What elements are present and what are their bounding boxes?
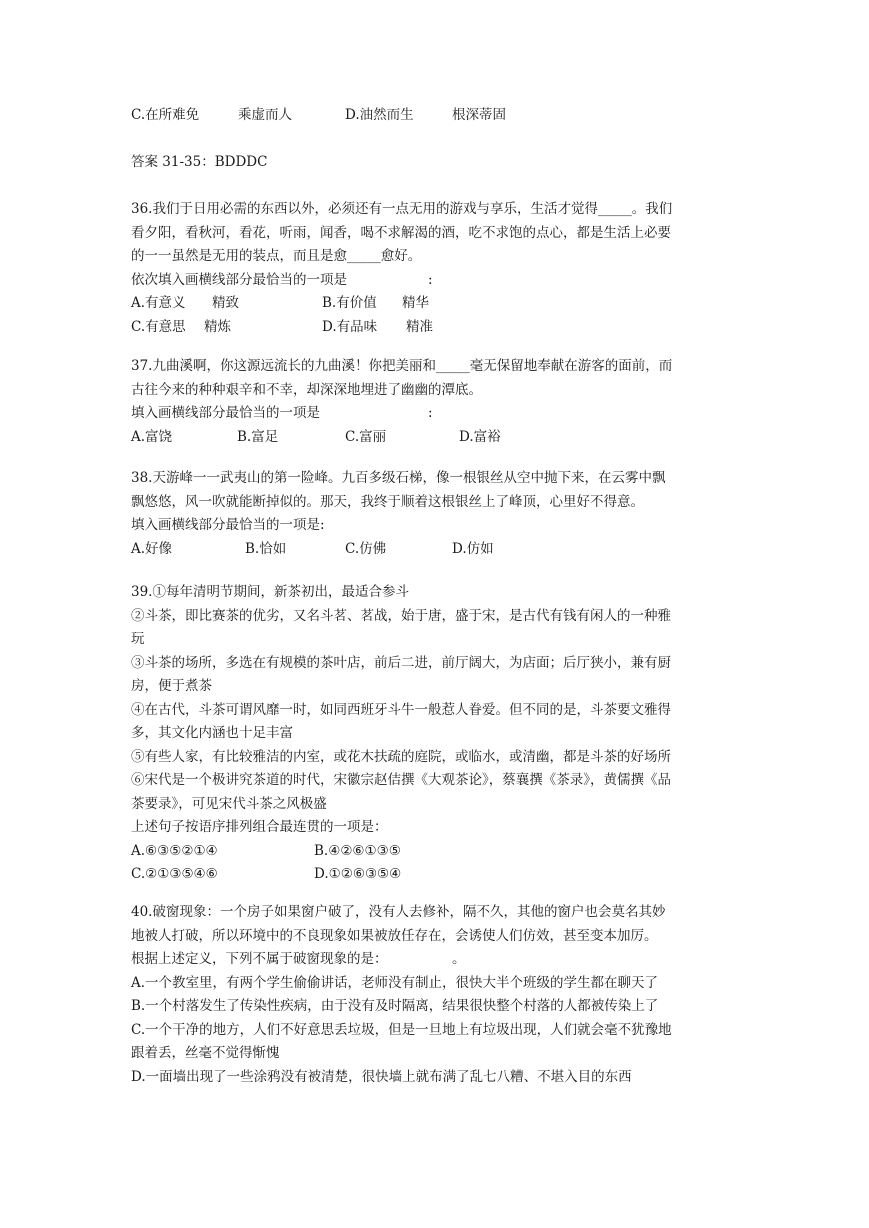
q39-line-7: 多，其文化内涵也十足丰富	[131, 725, 293, 741]
q38-prompt: 填入画横线部分最恰当的一项是:	[131, 517, 325, 533]
q40-prompt-end: 。	[452, 951, 466, 967]
question-38	[131, 467, 751, 561]
q39-line-3: 玩	[131, 631, 145, 647]
q35-option-row	[131, 104, 751, 128]
q37-prompt	[131, 402, 751, 426]
q36-options-row-1	[131, 292, 751, 316]
q40-line-2: 地被人打破，所以环境中的不良现象如果被放任存在，会诱使人们仿效，甚至变本加厉。	[131, 927, 658, 944]
q35-option-c: C.在所难免	[131, 107, 200, 123]
q37-prompt-text: 填入画横线部分最恰当的一项是	[131, 405, 320, 421]
q39-line-6: ④在古代，斗茶可谓风靡一时，如同西班牙斗牛一般惹人眷爱。但不同的是，斗茶要文雅得	[131, 701, 671, 718]
q39-line-11: 上述句子按语序排列组合最连贯的一项是：	[131, 819, 388, 835]
q35-option-d: D.油然而生	[345, 107, 414, 123]
q38-options	[131, 538, 751, 562]
q38-line-1: 38.天游峰一一武夷山的第一险峰。九百多级石梯，像一根银丝从空中抛下来，在云雾中飘	[131, 470, 666, 486]
q40-option-c-continued: 跟着丢，丝毫不觉得惭愧	[131, 1045, 280, 1061]
q36-line-2: 看夕阳，看秋河，看花，听雨，闻香，喝不求解渴的酒，吃不求饱的点心，都是生活上必要	[131, 224, 671, 241]
q38-option-d: D.仿如	[452, 540, 494, 557]
answer-line	[131, 151, 751, 175]
q36-line-3: 的一一虽然是无用的装点，而且是愈_____愈好。	[131, 248, 422, 264]
q39-line-1: 39.①每年清明节期间，新茶初出，最适合参斗	[131, 584, 409, 600]
q37-option-a: A.富饶	[131, 428, 173, 445]
q36-option-b: B.有价值	[322, 295, 377, 311]
q36-options-row-2	[131, 316, 751, 340]
q38-line-2: 飘悠悠，风一吹就能断掉似的。那天，我终于顺着这根银丝上了峰顶，心里好不得意。	[131, 493, 644, 510]
q39-options-row-1	[131, 840, 751, 864]
q39-option-d: D.①②⑥③⑤④	[314, 866, 402, 882]
q37-prompt-colon: :	[428, 405, 433, 421]
q36-option-c-second: 精炼	[204, 318, 231, 335]
q39-option-b: B.④②⑥①③⑤	[314, 842, 401, 859]
q40-line-1: 40.破窗现象：一个房子如果窗户破了，没有人去修补，隔不久，其他的窗户也会莫名其妙	[131, 904, 666, 920]
q35-options	[131, 104, 751, 128]
q37-line-2: 古往今来的种种艰辛和不幸，却深深地埋进了幽幽的潭底。	[131, 381, 482, 398]
question-39	[131, 581, 751, 887]
q40-prompt	[131, 948, 751, 972]
q36-prompt	[131, 269, 751, 293]
q39-option-c: C.②①③⑤④⑥	[131, 866, 218, 882]
q37-option-d: D.富裕	[459, 428, 501, 445]
q39-line-8: ⑤有些人家，有比较雅洁的内室，或花木扶疏的庭院，或临水，或清幽，都是斗茶的好场所	[131, 748, 671, 765]
q40-prompt-text: 根据上述定义，下列不属于破窗现象的是：	[131, 951, 388, 967]
q37-options	[131, 426, 751, 450]
answer-text: 答案 31-35：BDDDC	[131, 154, 268, 170]
q37-line-1: 37.九曲溪啊，你这源远流长的九曲溪！你把美丽和_____毫无保留地奉献在游客的面前，而	[131, 358, 673, 374]
q40-option-a: A.一个教室里，有两个学生偷偷讲话，老师没有制止，很快大半个班级的学生都在聊天了	[131, 974, 659, 991]
q39-line-5: 房，便于煮茶	[131, 678, 212, 694]
q38-option-a: A.好像	[131, 540, 173, 557]
q36-option-c: C.有意思	[131, 318, 186, 335]
q38-option-b: B.恰如	[245, 540, 287, 557]
q37-option-c: C.富丽	[345, 428, 387, 445]
q39-line-10: 茶要录》，可见宋代斗茶之风极盛	[131, 795, 327, 812]
q36-option-d-second: 精准	[406, 318, 433, 335]
q37-option-b: B.富足	[237, 428, 279, 445]
q39-option-a: A.⑥③⑤②①④	[131, 842, 218, 859]
q40-option-c: C.一个干净的地方，人们不好意思丢垃圾，但是一旦地上有垃圾出现，人们就会毫不犹豫地	[131, 1021, 672, 1038]
q36-option-b-second: 精华	[402, 295, 429, 311]
q36-option-a: A.有意义	[131, 295, 186, 311]
question-36	[131, 198, 751, 339]
question-37	[131, 355, 751, 449]
q36-line-1: 36.我们于日用必需的东西以外，必须还有一点无用的游戏与享乐，生活才觉得_____。我们	[131, 201, 673, 217]
q40-option-d: D.一面墙出现了一些涂鸦没有被清楚，很快墙上就布满了乱七八糟、不堪入目的东西	[131, 1068, 632, 1085]
q36-option-a-second: 精致	[212, 295, 239, 311]
q39-line-9: ⑥宋代是一个极讲究茶道的时代，宋徽宗赵佶撰《大观茶论》，蔡襄撰《茶录》，黄儒撰《品	[131, 772, 671, 788]
q39-options-row-2	[131, 863, 751, 887]
q39-line-4: ③斗茶的场所，多选在有规模的茶叶店，前后二进，前厅阔大，为店面；后厅狭小，兼有厨	[131, 654, 671, 671]
q38-option-c: C.仿佛	[345, 540, 387, 557]
q36-prompt-text: 依次填入画横线部分最恰当的一项是	[131, 271, 347, 288]
q36-option-d: D.有品味	[322, 318, 378, 335]
q36-prompt-colon: :	[428, 271, 433, 288]
q35-option-d-second: 根深蒂固	[452, 107, 506, 123]
q39-line-2: ②斗茶，即比赛茶的优劣，又名斗茗、茗战，始于唐，盛于宋，是古代有钱有闲人的一种雅	[131, 607, 671, 624]
question-40	[131, 901, 751, 1089]
q35-option-c-second: 乘虚而人	[238, 107, 292, 123]
q40-option-b: B.一个村落发生了传染性疾病，由于没有及时隔离，结果很快整个村落的人都被传染上了	[131, 998, 659, 1014]
